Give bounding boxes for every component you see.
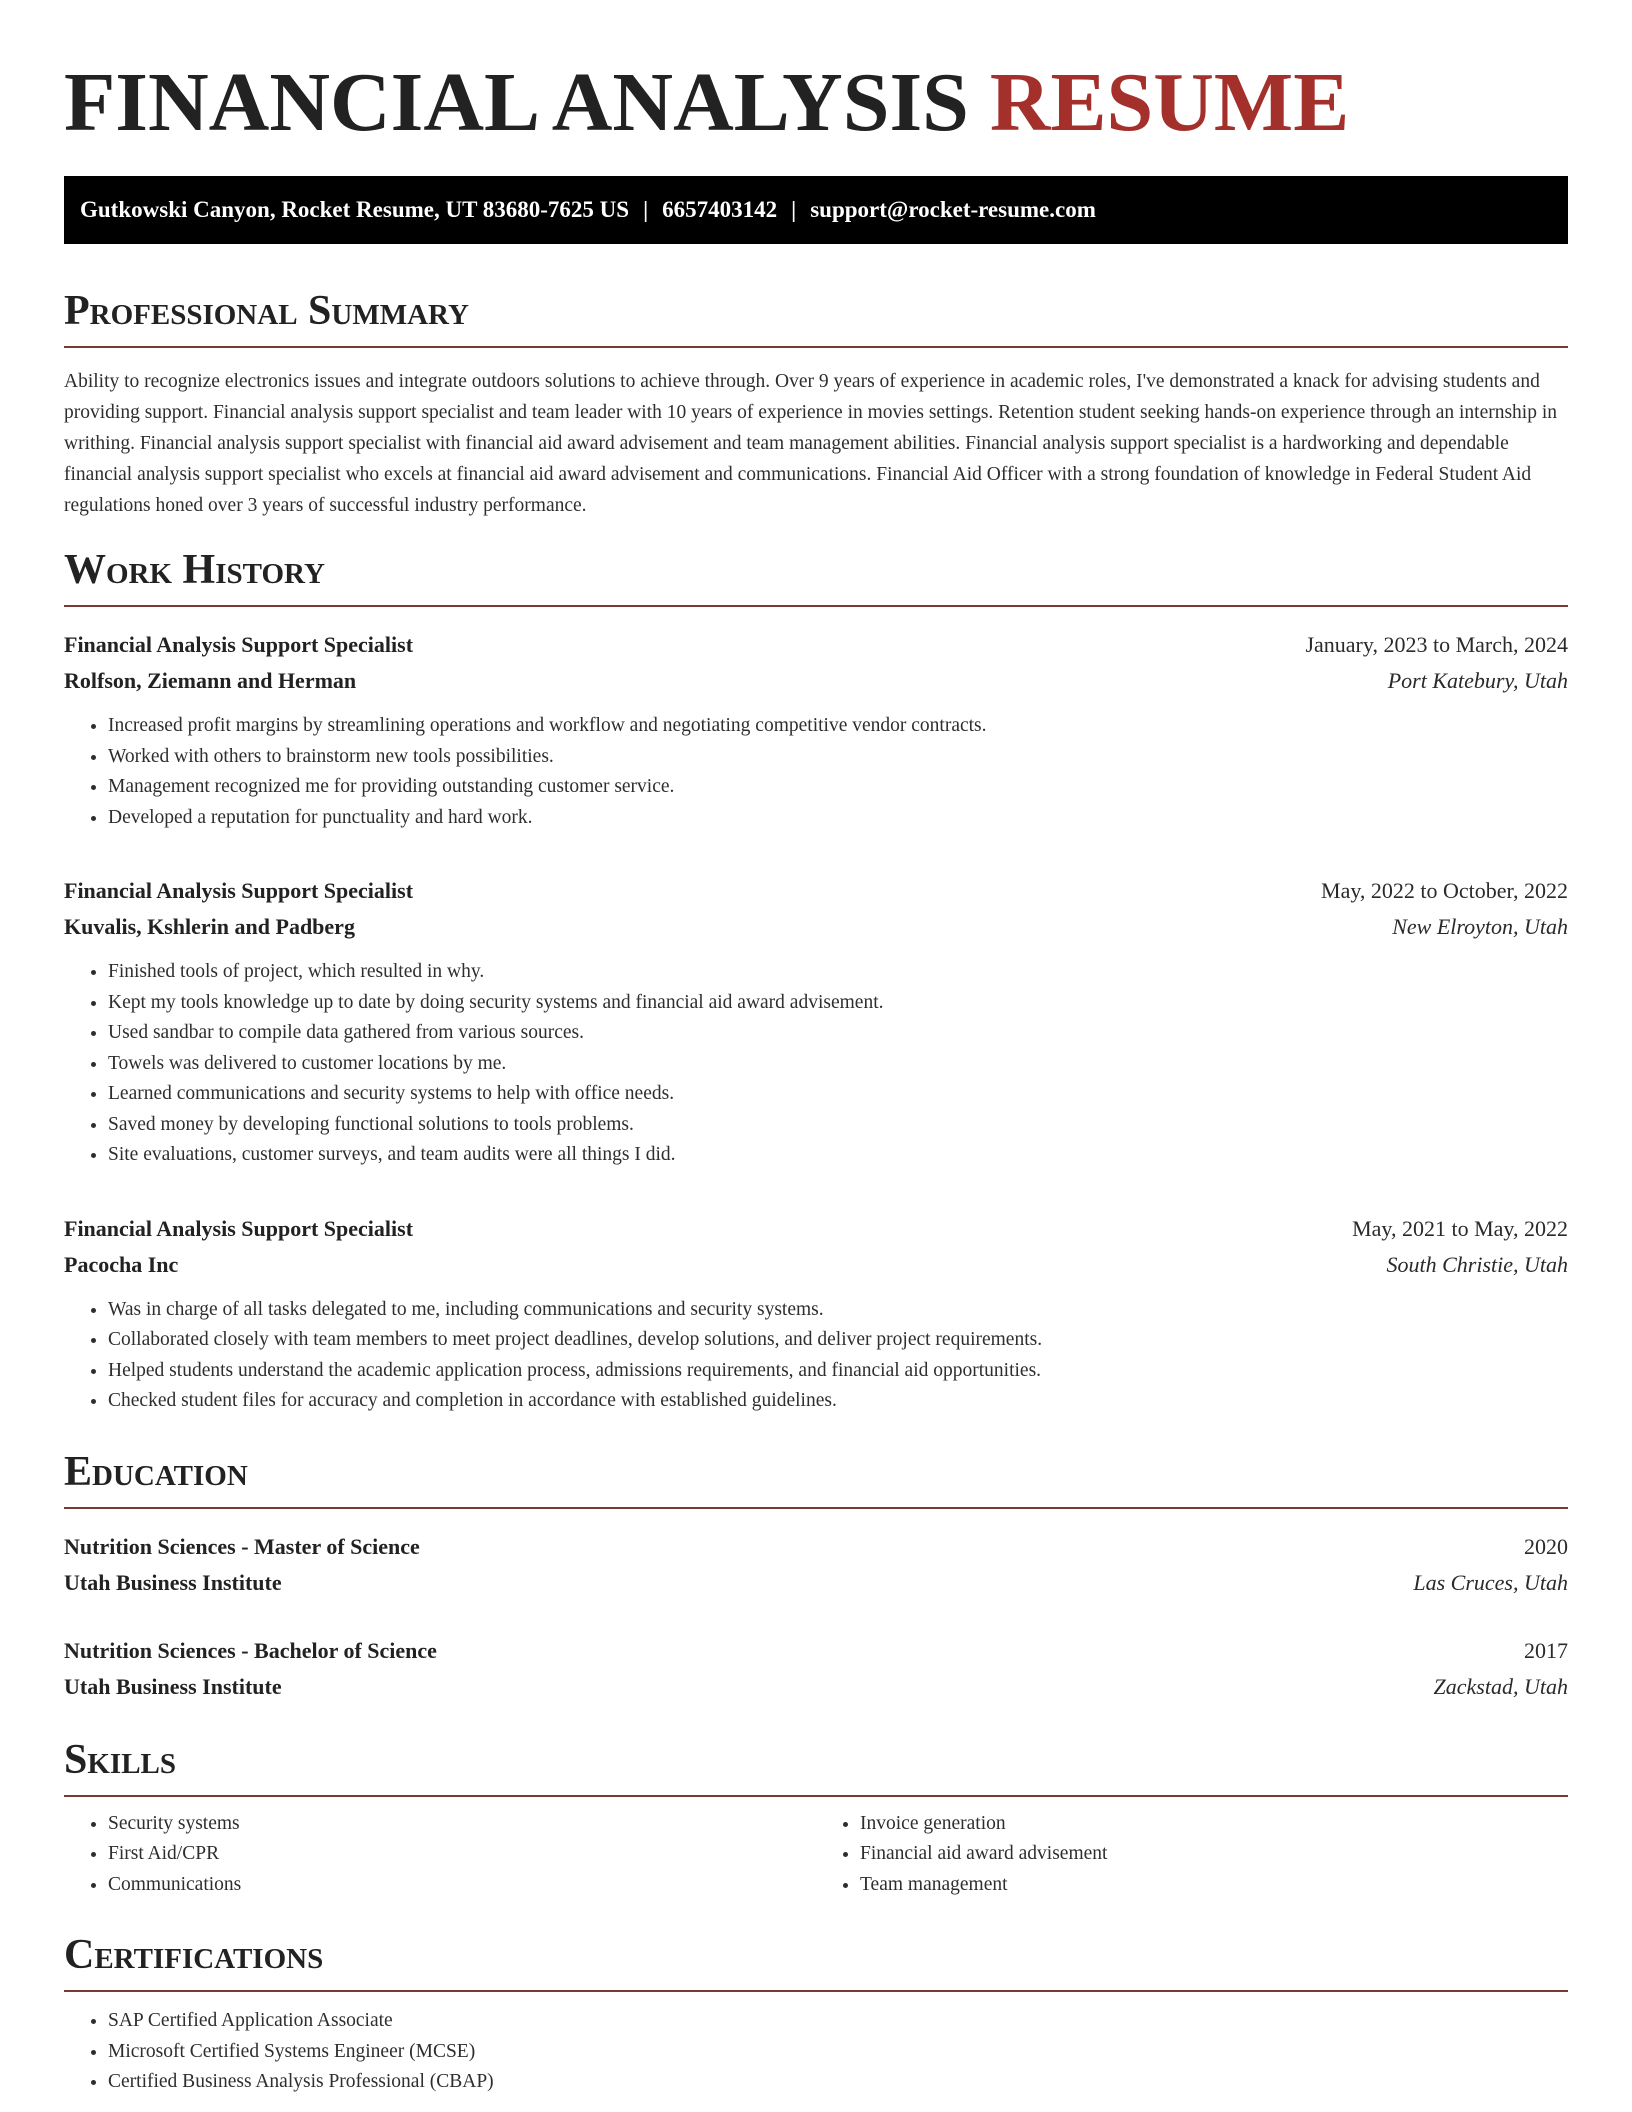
list-item: • Kept my tools knowledge up to date by doing security systems and financial aid award advisement. [108, 988, 1568, 1019]
summary-text: Ability to recognize electronics issues and integrate outdoors solutions to achieve through. Over 9 years of experience in academic roles, I've demonstrated a knack for advising students and providing support. Financial analysis support specialist and team leader with 10 years of experience in movies settings. Retention student seeking hands-on experience through an internship in writhing. Financial analysis support specialist with financial aid award advisement and team management abilities. Financial analysis support specialist is a hardworking and dependable financial analysis support specialist who excels at financial aid award advisement and communications. Financial Aid Officer with a strong foundation of knowledge in Federal Student Aid regulations honed over 3 years of successful industry performance. [64, 371, 1558, 516]
list-item: • Management recognized me for providing outstanding customer service. [108, 772, 1568, 803]
list-item: • Helped students understand the academic application process, admissions requirements, and financial aid opportunities. [108, 1356, 1568, 1387]
job-title: Financial Analysis Support Specialist [64, 1215, 414, 1241]
section-heading-work: Work History [64, 543, 1568, 607]
section-heading-certifications: Certifications [64, 1928, 1568, 1992]
education-location: Zackstad, Utah [1433, 1673, 1568, 1699]
education-section [64, 1445, 1568, 1705]
job-dates: January, 2023 to March, 2024 [1305, 632, 1568, 657]
skill-item: • Financial aid award advisement [860, 1839, 1568, 1870]
resume-title [64, 0, 1568, 150]
contact-phone: 6657403142 [662, 197, 778, 222]
job-dates: May, 2021 to May, 2022 [1352, 1215, 1568, 1241]
job-location: South Christie, Utah [1386, 1251, 1568, 1277]
contact-email: support@rocket-resume.com [810, 197, 1096, 222]
list-item: • Collaborated closely with team members to meet project deadlines, develop solutions, and deliver project requirements. [108, 1325, 1568, 1356]
list-item: • Towels was delivered to customer locations by me. [108, 1049, 1568, 1080]
job-bullets [64, 957, 1568, 1171]
certifications-list [64, 2006, 1568, 2098]
section-heading-education: Education [64, 1445, 1568, 1509]
skill-item: • Invoice generation [860, 1809, 1568, 1840]
certification-item: • Certified Business Analysis Professional (CBAP) [108, 2067, 1568, 2098]
job-company: Pacocha Inc [64, 1251, 179, 1277]
job-bullets [64, 1295, 1568, 1417]
title-main: FINANCIAL ANALYSIS [64, 56, 969, 149]
job-entry [64, 873, 1568, 1171]
summary-section [64, 284, 1568, 521]
education-entry [64, 1633, 1568, 1705]
job-bullets [64, 711, 1568, 833]
work-history-section [64, 543, 1568, 1417]
education-year: 2017 [1524, 1637, 1568, 1663]
list-item: • Checked student files for accuracy and completion in accordance with established guidelines. [108, 1386, 1568, 1417]
skill-item: • Security systems [108, 1809, 816, 1840]
job-company: Kuvalis, Kshlerin and Padberg [64, 914, 355, 939]
list-item: • Finished tools of project, which resulted in why. [108, 957, 1568, 988]
job-dates: May, 2022 to October, 2022 [1321, 878, 1568, 903]
list-item: • Site evaluations, customer surveys, and team audits were all things I did. [108, 1140, 1568, 1171]
list-item: • Increased profit margins by streamlining operations and workflow and negotiating competitive vendor contracts. [108, 711, 1568, 742]
skill-item: • Communications [108, 1870, 816, 1901]
title-accent: RESUME [989, 56, 1350, 149]
skills-column-left [64, 1809, 816, 1901]
contact-bar [64, 176, 1568, 244]
job-title: Financial Analysis Support Specialist [64, 632, 414, 657]
education-entry [64, 1529, 1568, 1601]
section-heading-summary: Professional Summary [64, 284, 1568, 348]
skills-section [64, 1733, 1568, 1901]
skills-grid [64, 1809, 1568, 1901]
job-company: Rolfson, Ziemann and Herman [64, 668, 357, 693]
list-item: • Was in charge of all tasks delegated to me, including communications and security systems. [108, 1295, 1568, 1326]
contact-separator: | [791, 197, 797, 222]
skill-item: • First Aid/CPR [108, 1839, 816, 1870]
education-degree: Nutrition Sciences - Master of Science [64, 1533, 420, 1559]
skill-item: • Team management [860, 1870, 1568, 1901]
education-school: Utah Business Institute [64, 1569, 282, 1595]
education-location: Las Cruces, Utah [1413, 1569, 1568, 1595]
education-year: 2020 [1524, 1533, 1568, 1559]
list-item: • Used sandbar to compile data gathered from various sources. [108, 1018, 1568, 1049]
job-location: Port Katebury, Utah [1387, 668, 1568, 693]
contact-address: Gutkowski Canyon, Rocket Resume, UT 83680-7625 US [80, 197, 630, 222]
list-item: • Worked with others to brainstorm new tools possibilities. [108, 742, 1568, 773]
job-title: Financial Analysis Support Specialist [64, 878, 414, 903]
certification-item: • SAP Certified Application Associate [108, 2006, 1568, 2037]
job-entry [64, 1211, 1568, 1417]
contact-separator: | [643, 197, 649, 222]
certification-item: • Microsoft Certified Systems Engineer (MCSE) [108, 2037, 1568, 2068]
list-item: • Developed a reputation for punctuality and hard work. [108, 803, 1568, 834]
job-entry [64, 627, 1568, 833]
skills-column-right [816, 1809, 1568, 1901]
education-degree: Nutrition Sciences - Bachelor of Science [64, 1637, 437, 1663]
education-school: Utah Business Institute [64, 1673, 282, 1699]
list-item: • Learned communications and security systems to help with office needs. [108, 1079, 1568, 1110]
list-item: • Saved money by developing functional solutions to tools problems. [108, 1110, 1568, 1141]
job-location: New Elroyton, Utah [1392, 914, 1568, 939]
section-heading-skills: Skills [64, 1733, 1568, 1797]
certifications-section [64, 1928, 1568, 2098]
